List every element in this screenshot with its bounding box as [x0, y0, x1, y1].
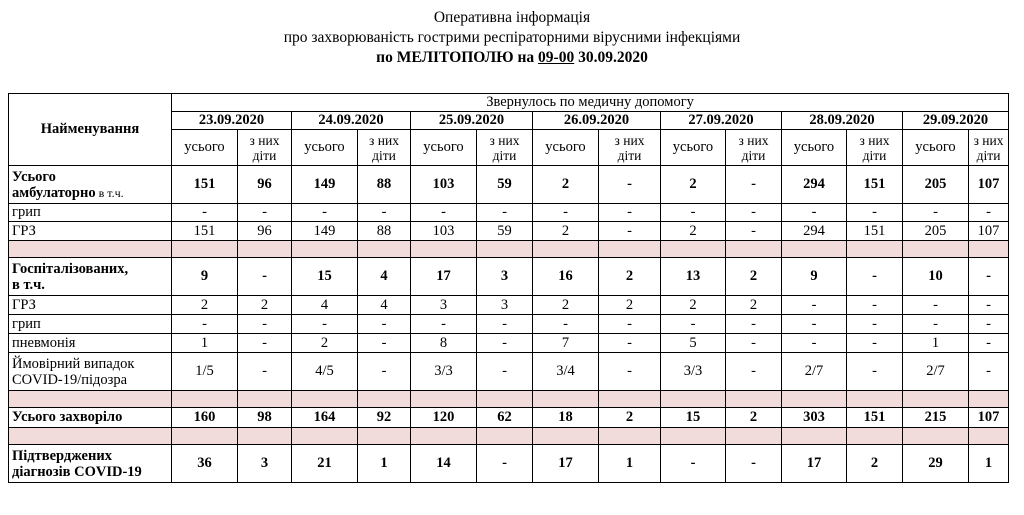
separator-cell [172, 241, 238, 258]
table-cell: 149 [292, 222, 358, 241]
table-cell: - [238, 204, 292, 222]
table-row [9, 408, 1009, 428]
table-cell: - [782, 296, 847, 315]
table-cell: - [238, 315, 292, 334]
table-cell: 107 [969, 166, 1009, 204]
table-cell: - [903, 296, 969, 315]
row-label-line1: Усього [12, 168, 56, 185]
table-cell: 2 [599, 408, 661, 428]
table-cell: 205 [903, 222, 969, 241]
table-cell: 151 [847, 408, 903, 428]
table-cell: 4 [358, 296, 411, 315]
report-header [0, 8, 1024, 68]
date-header: 29.09.2020 [903, 112, 1009, 130]
table-cell: - [477, 334, 533, 353]
subheader-children-line2: діти [976, 147, 1001, 163]
table-cell: 2/7 [903, 353, 969, 391]
table-cell: 2 [533, 166, 599, 204]
table-cell: - [599, 353, 661, 391]
subheader-total: усього [411, 130, 477, 166]
subheader-children [726, 130, 782, 166]
subheader-children-line2: діти [862, 147, 887, 163]
table-cell: 4 [292, 296, 358, 315]
table-cell: - [358, 353, 411, 391]
table-cell: 3 [477, 258, 533, 296]
date-header: 23.09.2020 [172, 112, 292, 130]
date-header: 27.09.2020 [661, 112, 782, 130]
table-row [9, 445, 1009, 483]
table-cell: 149 [292, 166, 358, 204]
table-cell: 4/5 [292, 353, 358, 391]
subheader-children-line2: діти [617, 147, 642, 163]
table-cell: 1 [903, 334, 969, 353]
table-row [9, 296, 1009, 315]
table-cell: - [903, 315, 969, 334]
table-cell: 2 [599, 296, 661, 315]
row-label [9, 258, 172, 296]
separator-row [9, 391, 1009, 408]
table-cell: - [969, 204, 1009, 222]
table-cell: - [782, 315, 847, 334]
row-label-line2 [12, 372, 169, 388]
table-cell: 15 [292, 258, 358, 296]
date-header: 24.09.2020 [292, 112, 411, 130]
table-cell: - [661, 445, 726, 483]
subheader-children-line1: з них [489, 132, 520, 148]
separator-row [9, 428, 1009, 445]
subheader-children [847, 130, 903, 166]
table-cell: 98 [238, 408, 292, 428]
row-label [9, 353, 172, 391]
table-cell: 88 [358, 222, 411, 241]
separator-cell [533, 391, 599, 408]
table-cell: - [292, 204, 358, 222]
separator-row [9, 241, 1009, 258]
table-cell: - [599, 315, 661, 334]
table-cell: - [599, 334, 661, 353]
table-cell: - [358, 315, 411, 334]
table-cell: 96 [238, 166, 292, 204]
subheader-children [358, 130, 411, 166]
table-cell: 103 [411, 166, 477, 204]
table-cell: 13 [661, 258, 726, 296]
table-cell: - [477, 445, 533, 483]
table-cell: 8 [411, 334, 477, 353]
subheader-total: усього [661, 130, 726, 166]
separator-cell [847, 428, 903, 445]
table-cell: 4 [358, 258, 411, 296]
table-cell: 2/7 [782, 353, 847, 391]
separator-cell [477, 391, 533, 408]
separator-cell [599, 391, 661, 408]
separator-cell [533, 241, 599, 258]
table-cell: - [292, 315, 358, 334]
table-cell: - [238, 353, 292, 391]
table-cell: 2 [661, 296, 726, 315]
table-cell: - [477, 315, 533, 334]
table-cell: - [847, 353, 903, 391]
table-cell: - [238, 258, 292, 296]
row-label-main: діагнозів COVID-19 [12, 463, 142, 480]
subheader-total: усього [903, 130, 969, 166]
subheader-children [969, 130, 1009, 166]
subheader-total: усього [782, 130, 847, 166]
separator-cell [292, 391, 358, 408]
table-cell: - [969, 258, 1009, 296]
table-cell: 2 [533, 296, 599, 315]
table-cell: 2 [726, 258, 782, 296]
table-row [9, 258, 1009, 296]
report-title: Оперативна інформація [433, 9, 591, 26]
date-header: 25.09.2020 [411, 112, 533, 130]
separator-cell [477, 428, 533, 445]
table-cell: - [661, 315, 726, 334]
table-cell: 151 [172, 222, 238, 241]
table-cell: - [238, 334, 292, 353]
row-label: грип [9, 204, 172, 222]
row-label: ГРЗ [9, 296, 172, 315]
table-cell: 15 [661, 408, 726, 428]
separator-cell [358, 428, 411, 445]
table-cell: - [477, 353, 533, 391]
table-cell: 107 [969, 222, 1009, 241]
separator-cell [477, 241, 533, 258]
separator-cell [411, 241, 477, 258]
table-cell: - [969, 334, 1009, 353]
table-row [9, 204, 1009, 222]
table-cell: - [782, 204, 847, 222]
table-cell: 1 [358, 445, 411, 483]
row-label: пневмонія [9, 334, 172, 353]
table-row [9, 334, 1009, 353]
table-cell: 1 [599, 445, 661, 483]
table-cell: 294 [782, 166, 847, 204]
table-cell: 7 [533, 334, 599, 353]
table-cell: - [726, 222, 782, 241]
table-cell: 2 [661, 222, 726, 241]
group-header: Звернулось по медичну допомогу [172, 94, 1009, 112]
row-label-line1: Госпіталізованих, [12, 260, 129, 277]
table-row [9, 222, 1009, 241]
table-cell: 120 [411, 408, 477, 428]
subheader-total: усього [292, 130, 358, 166]
table-cell: 151 [847, 166, 903, 204]
table-cell: 1/5 [172, 353, 238, 391]
table-cell: - [903, 204, 969, 222]
table-cell: - [172, 204, 238, 222]
separator-cell [9, 428, 172, 445]
table-cell: 2 [533, 222, 599, 241]
table-cell: - [599, 222, 661, 241]
table-cell: 2 [847, 445, 903, 483]
separator-cell [903, 241, 969, 258]
table-cell: 17 [782, 445, 847, 483]
table-cell: 1 [172, 334, 238, 353]
table-cell: 3/3 [411, 353, 477, 391]
table-cell: - [969, 296, 1009, 315]
table-cell: 160 [172, 408, 238, 428]
separator-cell [726, 241, 782, 258]
row-label-line2 [12, 464, 169, 480]
table-cell: - [172, 315, 238, 334]
table-cell: - [847, 204, 903, 222]
separator-cell [238, 391, 292, 408]
table-cell: 3/4 [533, 353, 599, 391]
separator-cell [411, 428, 477, 445]
table-cell: 59 [477, 166, 533, 204]
table-cell: - [411, 315, 477, 334]
table-cell: - [726, 315, 782, 334]
separator-cell [969, 241, 1009, 258]
table-cell: 2 [661, 166, 726, 204]
table-cell: 59 [477, 222, 533, 241]
separator-cell [172, 428, 238, 445]
subheader-children-line2: діти [492, 147, 517, 163]
table-cell: 96 [238, 222, 292, 241]
separator-cell [358, 241, 411, 258]
table-row [9, 353, 1009, 391]
row-label [9, 166, 172, 204]
row-label-main: COVID-19/підозра [12, 371, 128, 388]
table-cell: 18 [533, 408, 599, 428]
subheader-children [477, 130, 533, 166]
table-cell: - [847, 334, 903, 353]
row-label [9, 445, 172, 483]
row-label-line2 [12, 277, 169, 293]
table-cell: 1 [969, 445, 1009, 483]
table-cell: - [847, 296, 903, 315]
separator-cell [9, 241, 172, 258]
table-cell: - [477, 204, 533, 222]
table-row [9, 166, 1009, 204]
table-cell: - [358, 204, 411, 222]
table-cell: 303 [782, 408, 847, 428]
separator-cell [9, 391, 172, 408]
table-cell: - [726, 204, 782, 222]
table-cell: - [726, 166, 782, 204]
morbidity-table [8, 93, 1009, 483]
table-cell: - [599, 204, 661, 222]
table-cell: 92 [358, 408, 411, 428]
table-cell: 88 [358, 166, 411, 204]
subheader-children-line1: з них [859, 132, 890, 148]
date-header: 26.09.2020 [533, 112, 661, 130]
table-cell: 10 [903, 258, 969, 296]
row-label: ГРЗ [9, 222, 172, 241]
table-cell: 151 [847, 222, 903, 241]
table-cell: 2 [726, 296, 782, 315]
report-subtitle: про захворюваність гострими респіраторними вірусними інфекціями [283, 29, 741, 46]
separator-cell [726, 391, 782, 408]
row-label-line1: Підтверджених [12, 447, 112, 464]
table-cell: - [726, 334, 782, 353]
name-column-header: Найменування [9, 94, 172, 166]
separator-cell [358, 391, 411, 408]
separator-cell [969, 428, 1009, 445]
table-cell: - [726, 445, 782, 483]
separator-cell [903, 391, 969, 408]
table-cell: 2 [599, 258, 661, 296]
table-cell: 29 [903, 445, 969, 483]
table-cell: 9 [172, 258, 238, 296]
subheader-children-line2: діти [252, 147, 277, 163]
table-cell: - [533, 204, 599, 222]
table-cell: 3 [238, 445, 292, 483]
table-cell: 2 [172, 296, 238, 315]
subheader-total: усього [533, 130, 599, 166]
table-cell: - [726, 353, 782, 391]
row-label-main: в т.ч. [12, 276, 45, 293]
table-cell: - [411, 204, 477, 222]
table-cell: 62 [477, 408, 533, 428]
table-cell: 103 [411, 222, 477, 241]
table-cell: - [847, 258, 903, 296]
separator-cell [782, 428, 847, 445]
row-label-suffix: в т.ч. [95, 185, 124, 200]
separator-cell [238, 428, 292, 445]
separator-cell [969, 391, 1009, 408]
subheader-children [599, 130, 661, 166]
separator-cell [903, 428, 969, 445]
subheader-children-line1: з них [614, 132, 645, 148]
table-cell: 36 [172, 445, 238, 483]
table-cell: 17 [533, 445, 599, 483]
table-cell: 3 [477, 296, 533, 315]
table-cell: - [969, 353, 1009, 391]
separator-cell [238, 241, 292, 258]
subheader-children-line1: з них [973, 132, 1004, 148]
table-cell: 9 [782, 258, 847, 296]
table-cell: - [533, 315, 599, 334]
subheader-children-line2: діти [741, 147, 766, 163]
table-cell: 5 [661, 334, 726, 353]
table-cell: 14 [411, 445, 477, 483]
row-label-line2 [12, 185, 169, 201]
row-label-line1: Ймовірний випадок [12, 355, 135, 372]
table-cell: - [969, 315, 1009, 334]
separator-cell [172, 391, 238, 408]
separator-cell [847, 241, 903, 258]
subheader-children-line2: діти [372, 147, 396, 163]
table-cell: 17 [411, 258, 477, 296]
row-label: Усього захворіло [9, 408, 172, 428]
separator-cell [599, 428, 661, 445]
row-label-main: амбулаторно [12, 184, 96, 201]
report-location-date: по МЕЛІТОПОЛЮ на 09-00 30.09.2020 [376, 49, 648, 66]
subheader-total: усього [172, 130, 238, 166]
separator-cell [661, 241, 726, 258]
subheader-children [238, 130, 292, 166]
separator-cell [782, 391, 847, 408]
table-cell: 215 [903, 408, 969, 428]
table-cell: 21 [292, 445, 358, 483]
separator-cell [782, 241, 847, 258]
subheader-children-line1: з них [738, 132, 769, 148]
table-cell: 107 [969, 408, 1009, 428]
separator-cell [292, 241, 358, 258]
table-cell: 2 [726, 408, 782, 428]
subheader-children-line1: з них [249, 132, 280, 148]
separator-cell [411, 391, 477, 408]
table-cell: - [782, 334, 847, 353]
table-cell: 164 [292, 408, 358, 428]
table-cell: 205 [903, 166, 969, 204]
table-cell: 3 [411, 296, 477, 315]
separator-cell [726, 428, 782, 445]
date-header: 28.09.2020 [782, 112, 903, 130]
table-cell: - [661, 204, 726, 222]
table-cell: - [847, 315, 903, 334]
row-label: грип [9, 315, 172, 334]
separator-cell [533, 428, 599, 445]
separator-cell [661, 428, 726, 445]
table-cell: 2 [238, 296, 292, 315]
separator-cell [847, 391, 903, 408]
table-cell: - [358, 334, 411, 353]
table-cell: 2 [292, 334, 358, 353]
table-cell: 16 [533, 258, 599, 296]
separator-cell [661, 391, 726, 408]
separator-cell [292, 428, 358, 445]
table-cell: 294 [782, 222, 847, 241]
subheader-children-line1: з них [369, 132, 399, 148]
table-cell: 3/3 [661, 353, 726, 391]
table-cell: 151 [172, 166, 238, 204]
table-cell: - [599, 166, 661, 204]
separator-cell [599, 241, 661, 258]
table-row [9, 315, 1009, 334]
